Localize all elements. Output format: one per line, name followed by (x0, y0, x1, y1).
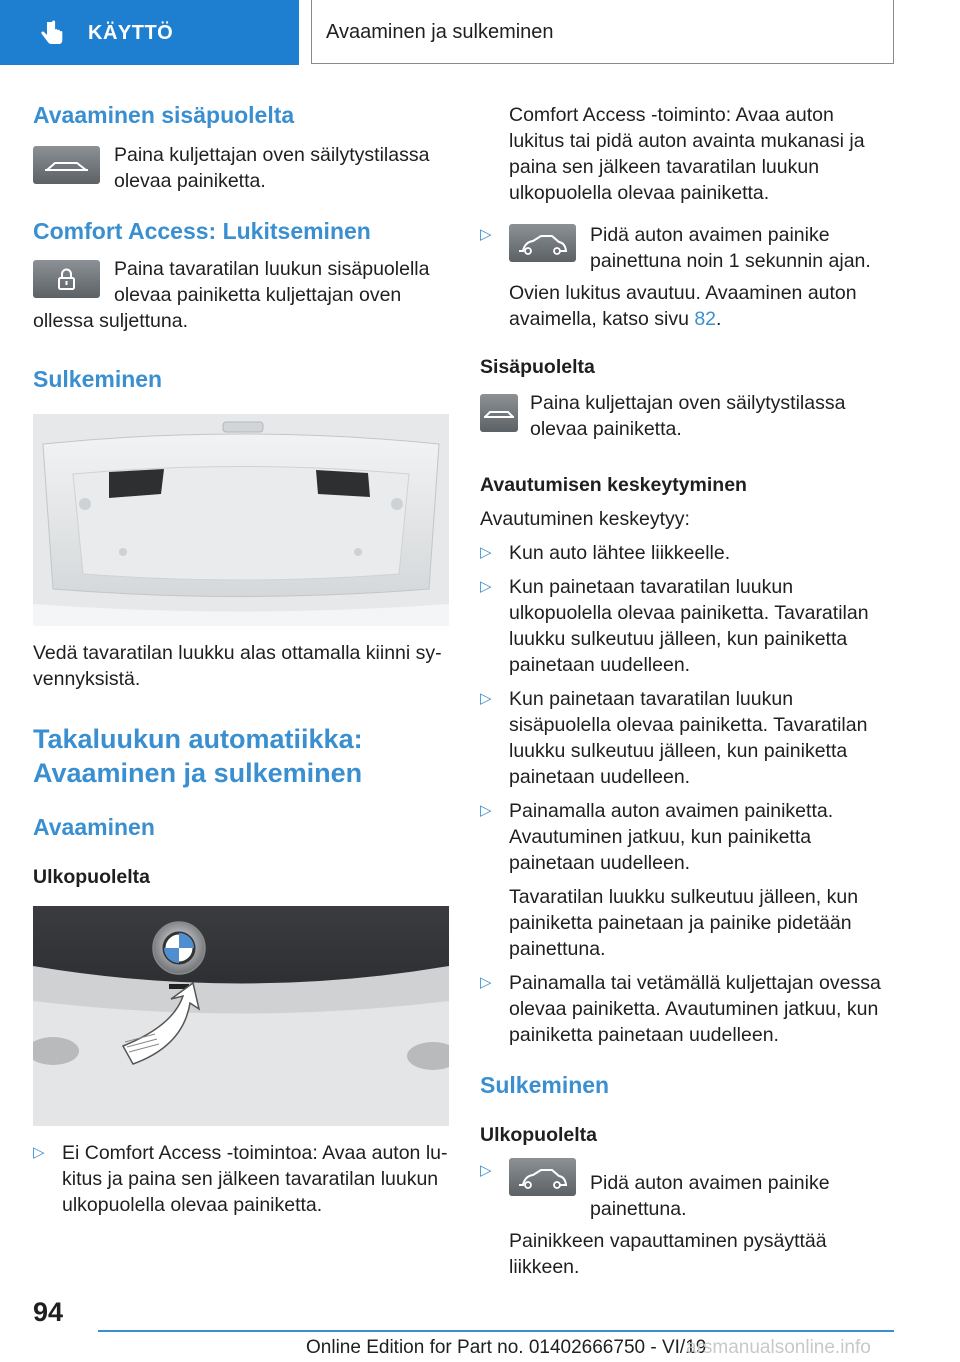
trunk-button-icon (480, 394, 518, 432)
heading-ulkopuolelta-right: Ulkopuolelta (480, 1124, 598, 1146)
bullet-marker-icon: ▷ (480, 802, 492, 819)
text-veda-tavaratilan: Vedä tavaratilan luukku alas ottamalla kiinni syvennyksistä. (33, 642, 442, 690)
text-pida-painike-2: Pidä auton avaimen painike painettuna. (590, 1172, 830, 1220)
list-item (480, 798, 894, 876)
bullet-marker-icon: ▷ (33, 1144, 45, 1161)
bullet-marker-icon: ▷ (480, 226, 492, 243)
text-ovien-lukitus-body: Ovien lukitus avautuu. Avaaminen auton avaimella, katso sivu (509, 282, 857, 330)
heading-avaaminen-sisapuolelta: Avaaminen sisäpuolelta (33, 102, 295, 128)
section-tab[interactable] (0, 0, 299, 65)
text-bullet-1: Kun auto lähtee liikkeelle. (509, 542, 731, 564)
text-tavaratilan-luukku-sulkeutuu: Tavaratilan luukku sulkeutuu jälleen, kun painiketta painetaan ja painike pidetään painettuna. (509, 886, 859, 960)
text-ovien-lukitus (480, 280, 894, 332)
text-bullet-3: Kun painetaan tavaratilan luukun sisäpuolella olevaa painiketta. Tavaratilan luukku sulkeutuu jälleen, kun painiketta painetaan uudelleen. (509, 688, 868, 788)
heading-avaaminen: Avaaminen (33, 814, 155, 840)
page-title: Avaaminen ja sulkeminen (311, 0, 894, 64)
list-item (480, 574, 894, 678)
trunk-lid-inside-image (33, 414, 449, 626)
text-period: . (716, 308, 722, 330)
heading-avautumisen-keskeytyminen: Avautumisen keskeytyminen (480, 474, 747, 496)
heading-sisapuolelta: Sisäpuolelta (480, 356, 595, 378)
text-avautuminen-keskeytyy: Avautuminen keskeytyy: (480, 508, 690, 530)
heading-takaluukun-automatiikka: Takaluukun automatiikka: Avaaminen ja sulkeminen (33, 724, 363, 788)
hand-pointer-icon (38, 19, 66, 47)
page-link-82[interactable]: 82 (694, 308, 717, 330)
text-comfort-lukitseminen: Paina tavaratilan luukun sisäpuolella olevaa painiketta kuljettajan oven ollessa suljettuna. (33, 258, 430, 332)
heading-ulkopuolelta: Ulkopuolelta (33, 866, 151, 888)
heading-sulkeminen: Sulkeminen (33, 366, 163, 392)
section-label: KÄYTTÖ (88, 21, 174, 44)
trunk-outside-image (33, 906, 449, 1126)
text-sisapuolelta-right: Paina kuljettajan oven säilytystilassa olevaa painiketta. (530, 392, 846, 440)
text-pida-painike: Pidä auton avaimen painike painettuna noin 1 sekunnin ajan. (590, 224, 871, 272)
text-bullet-2: Kun painetaan tavaratilan luukun ulkopuolella olevaa painiketta. Tavaratilan luukku sulkeutuu jälleen, kun painiketta painetaan uudelleen. (509, 576, 869, 676)
footer-divider (98, 1330, 894, 1332)
list-item (480, 970, 894, 1048)
heading-comfort-access-lukitseminen: Comfort Access: Lukitseminen (33, 218, 371, 244)
list-item (480, 222, 894, 274)
list-item (480, 686, 894, 790)
bullet-marker-icon: ▷ (480, 578, 492, 595)
list-item (480, 540, 894, 566)
list-item (480, 1158, 894, 1222)
text-comfort-access-toiminto: Comfort Access -toiminto: Avaa auton lukitus tai pidä auton avainta mukanasi ja paina sen jälkeen tavaratilan luukun ulkopuolella olevaa painiketta. (509, 104, 865, 204)
page-number: 94 (33, 1297, 64, 1327)
footer-watermark: arsmanualsonline.info (686, 1337, 871, 1358)
heading-sulkeminen-right: Sulkeminen (480, 1072, 610, 1098)
text-ei-comfort-access: Ei Comfort Access -toimintoa: Avaa auton lukitus ja paina sen jälkeen tavaratilan luukun ulkopuolella olevaa painiketta. (62, 1142, 448, 1216)
lock-button-icon (33, 260, 100, 298)
trunk-button-icon (33, 146, 100, 184)
left-column (33, 100, 449, 1218)
list-item (33, 1140, 449, 1218)
bullet-marker-icon: ▷ (480, 690, 492, 707)
text-bullet-painamalla: Painamalla tai vetämällä kuljettajan ovessa olevaa painiketta. Avautuminen jatkuu, kun painiketta painetaan uudelleen. (509, 972, 881, 1046)
car-key-trunk-button-icon (509, 224, 576, 262)
footer-edition: Online Edition for Part no. 01402666750 - VI/19 (306, 1337, 707, 1358)
bullet-marker-icon: ▷ (480, 544, 492, 561)
bullet-marker-icon: ▷ (480, 1162, 492, 1179)
text-painikkeen-vapauttaminen: Painikkeen vapauttaminen pysäyttää liikkeen. (509, 1230, 827, 1278)
text-sisapuolelta: Paina kuljettajan oven säilytystilassa olevaa painiketta. (114, 144, 430, 192)
right-column (480, 102, 894, 1280)
text-bullet-4: Painamalla auton avaimen painiketta. Avautuminen jatkuu, kun painiketta painetaan uudelleen. (509, 800, 834, 874)
car-key-trunk-button-icon (509, 1158, 576, 1196)
bullet-marker-icon: ▷ (480, 974, 492, 991)
